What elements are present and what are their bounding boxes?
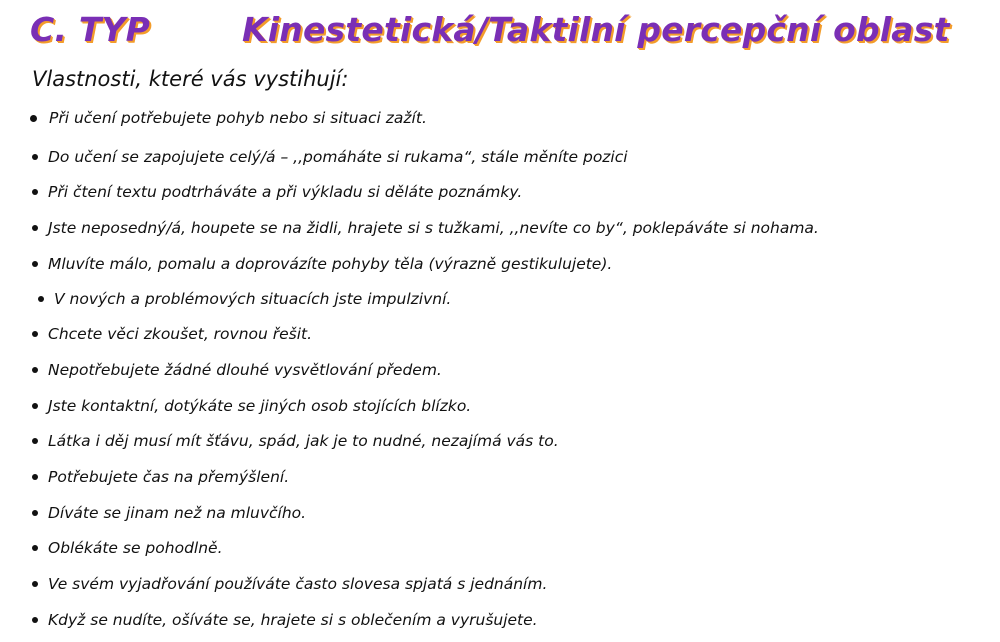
- bullet-icon: [38, 296, 44, 302]
- list-item-text: Při učení potřebujete pohyb nebo si situaci zažít.: [49, 109, 427, 127]
- list-item: [32, 248, 612, 280]
- bullet-icon: [32, 261, 38, 267]
- list-item: [32, 461, 289, 493]
- list-item-text: Mluvíte málo, pomalu a doprovázíte pohyby těla (výrazně gestikulujete).: [48, 255, 613, 273]
- bullet-icon: [32, 189, 38, 195]
- list-item: [32, 176, 522, 208]
- list-item: [32, 212, 819, 244]
- bullet-icon: [32, 367, 38, 373]
- bullet-icon: [30, 115, 37, 122]
- list-item: [32, 354, 442, 386]
- list-item-text: Potřebujete čas na přemýšlení.: [48, 468, 290, 486]
- list-item-text: Nepotřebujete žádné dlouhé vysvětlování předem.: [48, 361, 442, 379]
- list-item: [30, 102, 427, 134]
- list-item: [32, 604, 538, 636]
- page-title: Kinestetická/Taktilní percepční oblast: [242, 10, 950, 49]
- bullet-icon: [32, 545, 38, 551]
- type-label: C. TYP: [30, 10, 151, 49]
- list-item: [38, 283, 451, 315]
- bullet-icon: [32, 474, 38, 480]
- list-item-text: Při čtení textu podtrháváte a při výkladu si děláte poznámky.: [48, 183, 523, 201]
- bullet-icon: [32, 617, 38, 623]
- bullet-icon: [32, 510, 38, 516]
- bullet-icon: [32, 438, 38, 444]
- list-item: [32, 497, 306, 529]
- list-item-text: Látka i děj musí mít šťávu, spád, jak je to nudné, nezajímá vás to.: [48, 432, 559, 450]
- list-item-text: Chcete věci zkoušet, rovnou řešit.: [48, 325, 313, 343]
- bullet-icon: [32, 331, 38, 337]
- bullet-icon: [32, 225, 38, 231]
- list-item: [32, 568, 547, 600]
- bullet-icon: [32, 403, 38, 409]
- subtitle: Vlastnosti, které vás vystihují:: [32, 67, 349, 91]
- list-item-text: Jste kontaktní, dotýkáte se jiných osob stojících blízko.: [48, 397, 472, 415]
- list-item-text: Díváte se jinam než na mluvčího.: [48, 504, 307, 522]
- list-item: [32, 318, 312, 350]
- bullet-icon: [32, 154, 38, 160]
- bullet-icon: [32, 581, 38, 587]
- list-item: [32, 390, 471, 422]
- list-item-text: Do učení se zapojujete celý/á – ,,pomáháte si rukama“, stále měníte pozici: [48, 148, 628, 166]
- list-item-text: Oblékáte se pohodlně.: [48, 539, 223, 557]
- list-item-text: Když se nudíte, ošíváte se, hrajete si s oblečením a vyrušujete.: [48, 611, 538, 629]
- title-row: [30, 8, 990, 54]
- list-item: [32, 141, 628, 173]
- list-item: [32, 532, 223, 564]
- list-item: [32, 425, 559, 457]
- list-item-text: Jste neposedný/á, houpete se na židli, hrajete si s tužkami, ,,nevíte co by“, poklepáváte si nohama.: [48, 219, 819, 237]
- list-item-text: V nových a problémových situacích jste impulzivní.: [54, 290, 452, 308]
- list-item-text: Ve svém vyjadřování používáte často slovesa spjatá s jednáním.: [48, 575, 548, 593]
